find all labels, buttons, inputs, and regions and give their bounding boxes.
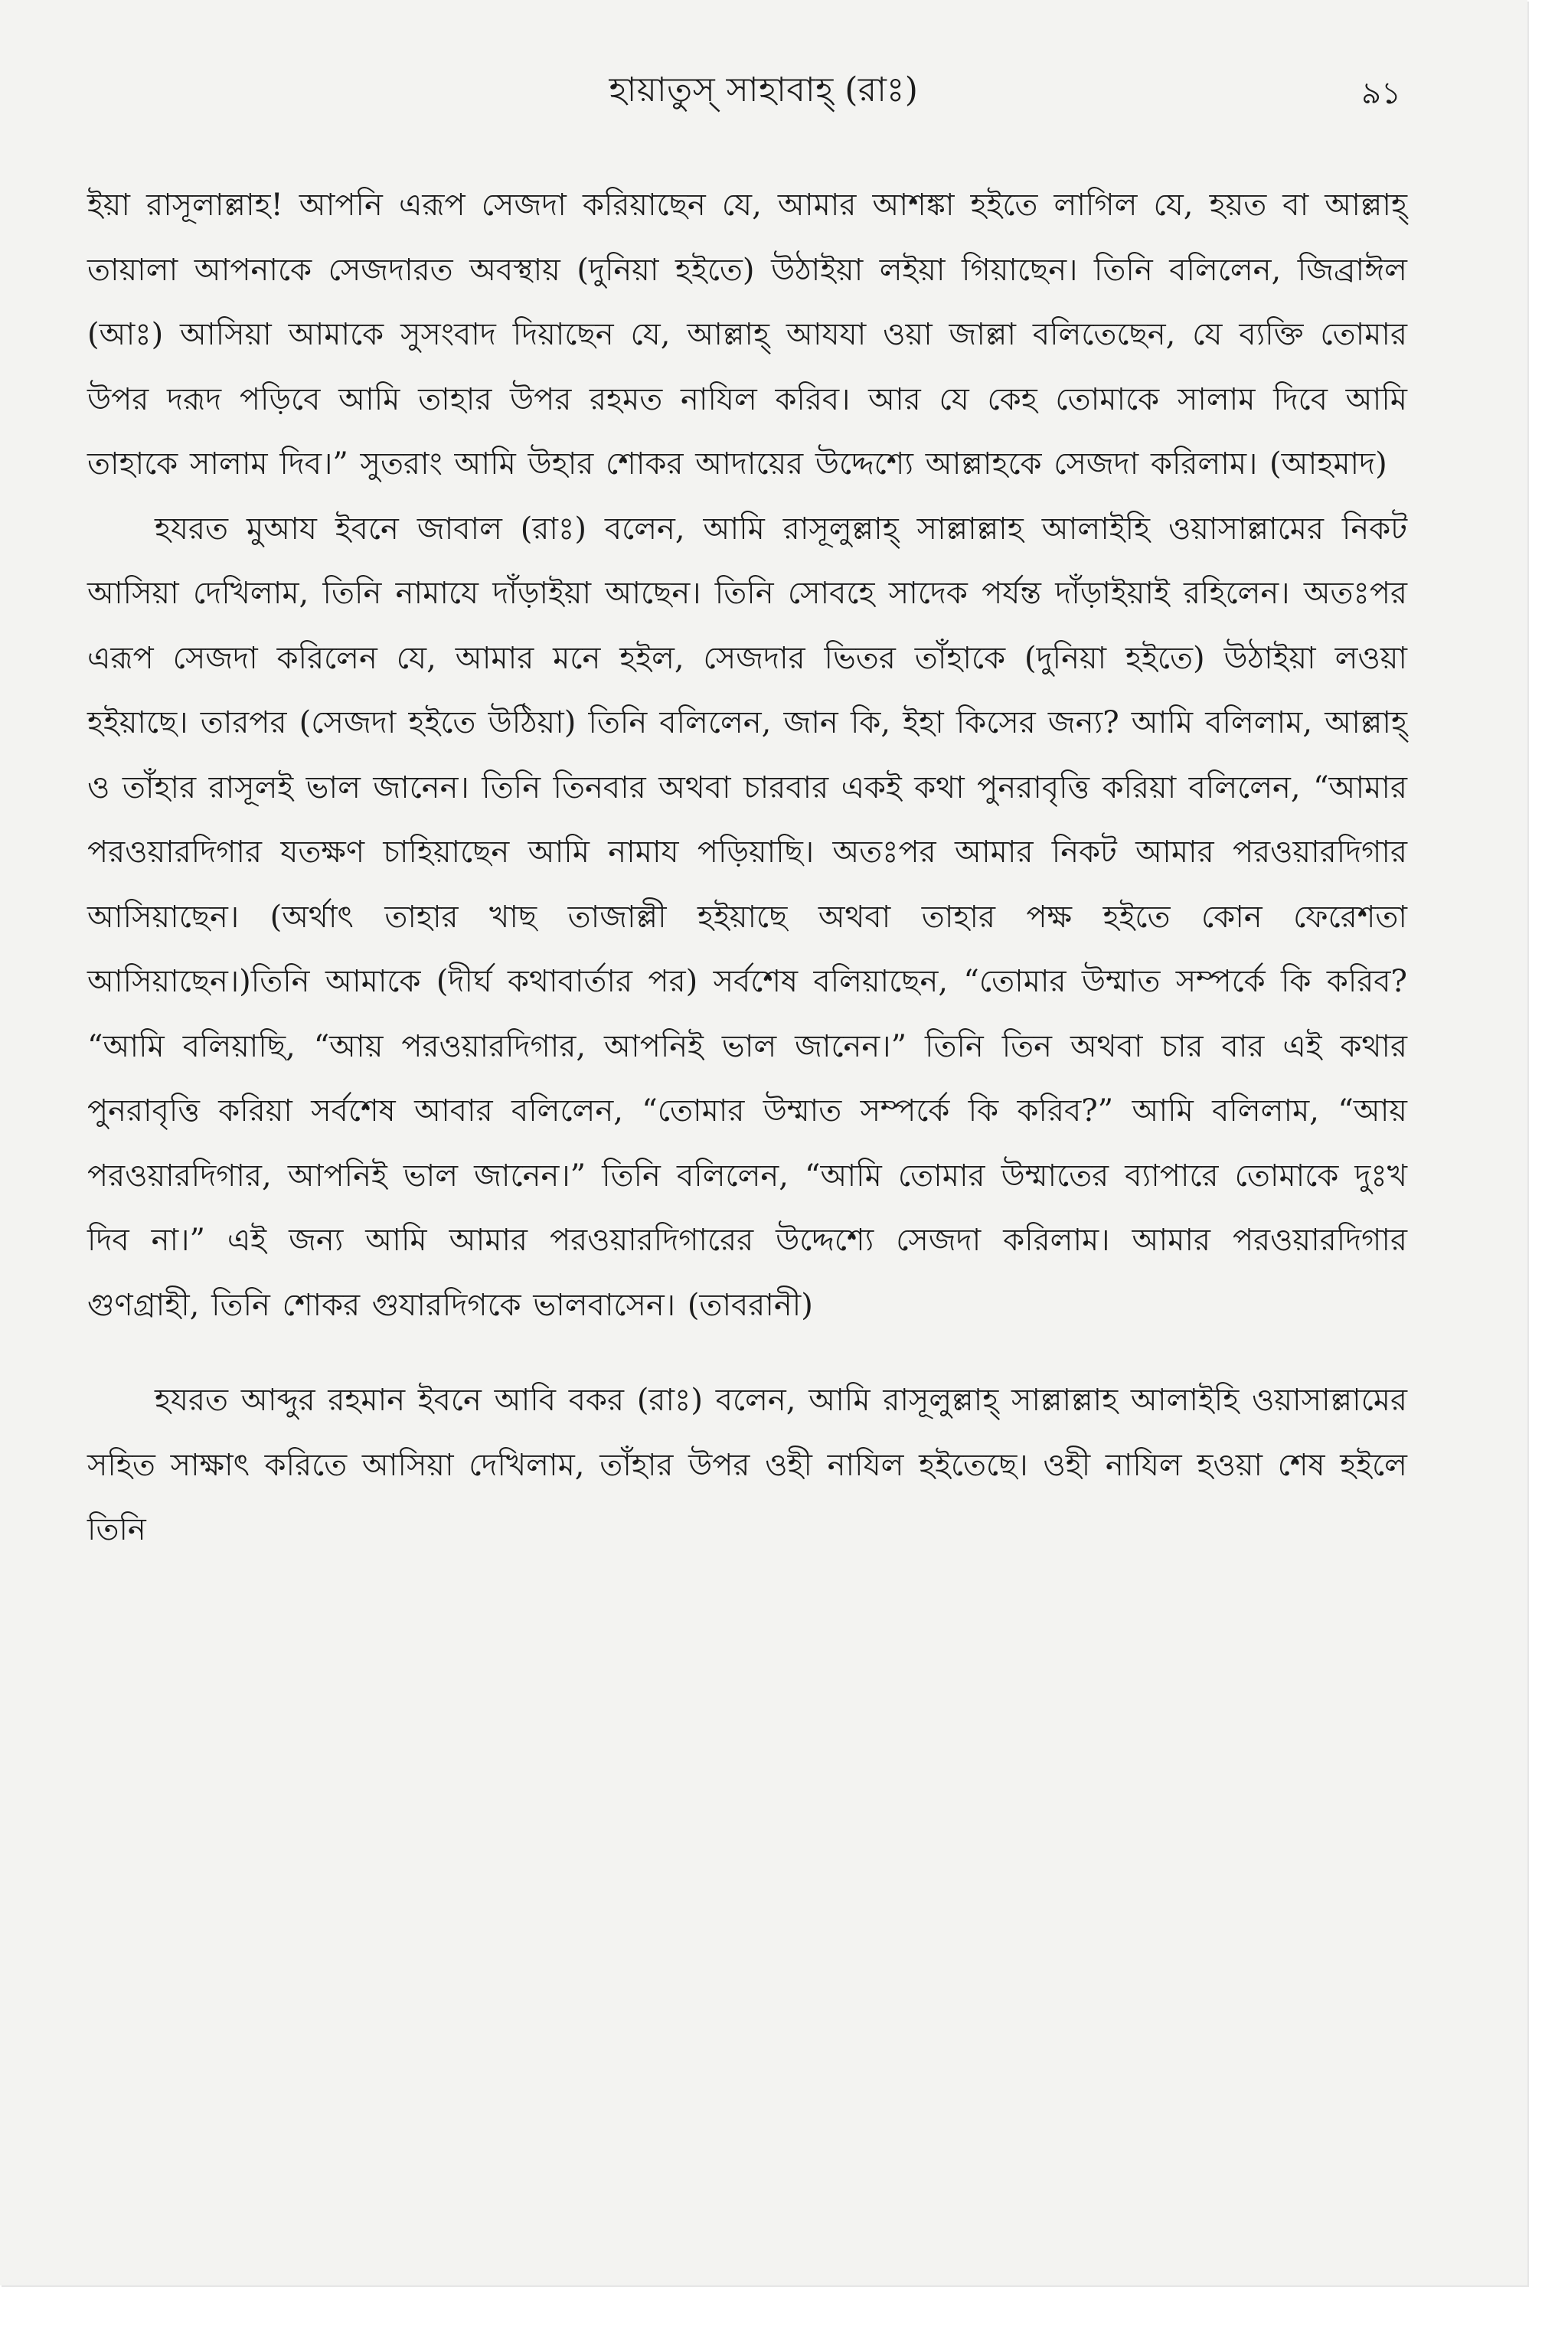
paragraph-muadh-hadith: হযরত মুআয ইবনে জাবাল (রাঃ) বলেন, আমি রাসূলুল্লাহ্ সাল্লাল্লাহ আলাইহি ওয়াসাল্লামের নিকট আসিয়া দেখিলাম, তিনি নামাযে দাঁড়াইয়া আছেন। তিনি সোবহে সাদেক পর্যন্ত দাঁড়াইয়াই রহিলেন। অতঃপর এরূপ সেজদা করিলেন যে, আমার মনে হইল, সেজদার ভিতর তাঁহাকে (দুনিয়া হইতে) উঠাইয়া লওয়া হইয়াছে। তারপর (সেজদা হইতে উঠিয়া) তিনি বলিলেন, জান কি, ইহা কিসের জন্য? আমি বলিলাম, আল্লাহ্ ও তাঁহার রাসূলই ভাল জানেন। তিনি তিনবার অথবা চারবার একই কথা পুনরাবৃত্তি করিয়া বলিলেন, “আমার পরওয়ারদিগার যতক্ষণ চাহিয়াছেন আমি নামায পড়িয়াছি। অতঃপর আমার নিকট আমার পরওয়ারদিগার আসিয়াছেন। (অর্থাৎ তাহার খাছ তাজাল্লী হইয়াছে অথবা তাহার পক্ষ হইতে কোন ফেরেশতা আসিয়াছেন।)তিনি আমাকে (দীর্ঘ কথাবার্তার পর) সর্বশেষ বলিয়াছেন, “তোমার উম্মাত সম্পর্কে কি করিব? “আমি বলিয়াছি, “আয় পরওয়ারদিগার, আপনিই ভাল জানেন।” তিনি তিন অথবা চার বার এই কথার পুনরাবৃত্তি করিয়া সর্বশেষ আবার বলিলেন, “তোমার উম্মাত সম্পর্কে কি করিব?” আমি বলিলাম, “আয় পরওয়ারদিগার, আপনিই ভাল জানেন।” তিনি বলিলেন, “আমি তোমার উম্মাতের ব্যাপারে তোমাকে দুঃখ দিব না।” এই জন্য আমি আমার পরওয়ারদিগারের উদ্দেশ্যে সেজদা করিলাম। আমার পরওয়ারদিগার গুণগ্রাহী, তিনি শোকর গুযারদিগকে ভালবাসেন। (তাবরানী)	[87, 511, 1407, 1323]
paragraph-continued: ইয়া রাসূলাল্লাহ! আপনি এরূপ সেজদা করিয়াছেন যে, আমার আশঙ্কা হইতে লাগিল যে, হয়ত বা আল্লাহ্ তায়ালা আপনাকে সেজদারত অবস্থায় (দুনিয়া হইতে) উঠাইয়া লইয়া গিয়াছেন। তিনি বলিলেন, জিব্রাঈল (আঃ) আসিয়া আমাকে সুসংবাদ দিয়াছেন যে, আল্লাহ্ আযযা ওয়া জাল্লা বলিতেছেন, যে ব্যক্তি তোমার উপর দরূদ পড়িবে আমি তাহার উপর রহমত নাযিল করিব। আর যে কেহ তোমাকে সালাম দিবে আমি তাহাকে সালাম দিব।” সুতরাং আমি উহার শোকর আদায়ের উদ্দেশ্যে আল্লাহকে সেজদা করিলাম। (আহমাদ)	[87, 188, 1407, 482]
running-title: হায়াতুস্ সাহাবাহ্ (রাঃ)	[609, 70, 919, 109]
running-header	[0, 54, 1527, 130]
page-number: ৯১	[1361, 76, 1401, 111]
body-text	[87, 173, 1407, 1563]
paragraph-abdur-rahman-hadith: হযরত আব্দুর রহমান ইবনে আবি বকর (রাঃ) বলেন, আমি রাসূলুল্লাহ্ সাল্লাল্লাহ আলাইহি ওয়াসাল্লামের সহিত সাক্ষাৎ করিতে আসিয়া দেখিলাম, তাঁহার উপর ওহী নাযিল হইতেছে। ওহী নাযিল হওয়া শেষ হইলে তিনি	[87, 1383, 1407, 1547]
